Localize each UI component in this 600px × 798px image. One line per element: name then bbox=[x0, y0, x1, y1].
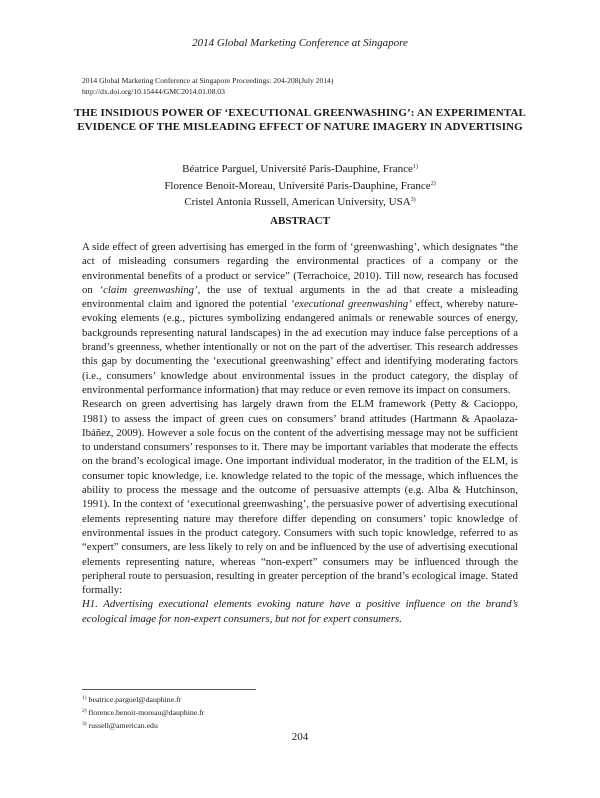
author-email[interactable]: florence.benoit-moreau@dauphine.fr bbox=[86, 707, 205, 717]
hypothesis-h1: H1. Advertising executional elements evoking nature have a positive influence on the brand’s ecological image for non-expert consumers, but not for expert consumers. bbox=[82, 598, 518, 625]
text-run: A side effect of green advertising has emerged in the form of ‘greenwashing’, which designates “the act of misleading consumers regarding the environmental practices of a company or the environmental benefits of a product or service” (Terrachoice, 2010). Till now, research has focused on bbox=[82, 241, 518, 296]
author-name: Cristel Antonia Russell, American University, USA bbox=[184, 196, 411, 208]
footnote bbox=[82, 706, 204, 719]
footnote-marker: 2) bbox=[430, 180, 436, 187]
author-name: Béatrice Parguel, Université Paris-Dauphine, France bbox=[182, 163, 413, 175]
proceedings-info bbox=[82, 75, 333, 97]
footnote-divider bbox=[82, 689, 256, 690]
footnote-marker: 3) bbox=[410, 197, 416, 203]
footnote bbox=[82, 719, 204, 732]
paper-title: THE INSIDIOUS POWER OF ‘EXECUTIONAL GREENWASHING’: AN EXPERIMENTAL EVIDENCE OF THE MISLEADING EFFECT OF NATURE IMAGERY IN ADVERTISING bbox=[74, 107, 526, 133]
abstract-heading: ABSTRACT bbox=[270, 215, 330, 227]
author-line bbox=[82, 193, 518, 210]
footnote-marker: 1) bbox=[412, 164, 418, 170]
footnote bbox=[82, 693, 204, 706]
page-number: 204 bbox=[291, 731, 309, 743]
author-line bbox=[82, 160, 518, 177]
footnote-marker: 2) bbox=[82, 707, 87, 714]
footnote-marker: 3) bbox=[82, 720, 87, 727]
italic-term: ‘claim greenwashing’ bbox=[99, 283, 198, 296]
author-line bbox=[82, 177, 518, 194]
footnotes bbox=[82, 693, 204, 731]
footnote-marker: 1) bbox=[82, 695, 87, 701]
author-list bbox=[82, 160, 518, 210]
doi-link[interactable]: http://dx.doi.org/10.15444/GMC2014.01.08.03 bbox=[82, 87, 225, 96]
author-email[interactable]: russell@american.edu bbox=[86, 720, 158, 730]
abstract-paragraph-1 bbox=[82, 240, 518, 397]
text-run: effect, whereby nature-evoking elements (e.g., pictures symbolizing endangered animals or renewable sources of energy, backgrounds representing natural landscapes) in the ad execution may induce false perceptions of a brand’s greenness, whether intentionally or not on the part of the advertiser. This research addresses this gap by documenting the ‘executional greenwashing’ effect and identifying moderating factors (i.e., consumers’ knowledge about environmental issues in the product category, the display of environmental performance information) that may reduce or even remove its impact on consumers. bbox=[82, 298, 518, 396]
proceedings-citation: 2014 Global Marketing Conference at Singapore Proceedings: 204-208(July 2014) bbox=[82, 76, 334, 85]
abstract-body bbox=[82, 240, 518, 626]
running-head: 2014 Global Marketing Conference at Singapore bbox=[192, 37, 408, 49]
author-email[interactable]: beatrice.parguel@dauphine.fr bbox=[86, 695, 182, 704]
italic-term: ‘executional greenwashing’ bbox=[290, 298, 412, 311]
abstract-paragraph-2: Research on green advertising has largely drawn from the ELM framework (Petty & Cacioppo, 1981) to assess the impact of green cues on consumers’ brand attitudes (Hartmann & Apaolaza-Ibáñez, 2009). However a sole focus on the content of the advertising message may not be sufficient to understand consumers’ responses to it. There may be important variables that moderate the effects on the brand’s ecological image. One important individual moderator, in the tradition of the ELM, is consumer topic knowledge, i.e. knowledge related to the topic of the message, which influences the ability to process the message and the outcome of persuasive attempts (e.g. Alba & Hutchinson, 1991). In the context of ‘executional greenwashing’, the persuasive power of advertising executional elements representing nature may therefore differ depending on consumers’ topic knowledge of environmental issues in the product category. Consumers with such topic knowledge, referred to as “expert” consumers, are less likely to rely on and be influenced by the use of advertising executional elements representing nature, whereas “non-expert” consumers may be influenced through the peripheral route to persuasion, resulting in greater perception of the brand’s ecological image. Stated formally: bbox=[82, 398, 518, 597]
author-name: Florence Benoit-Moreau, Université Paris-Dauphine, France bbox=[164, 179, 431, 192]
text-run: , the use of textual arguments in the ad that create a misleading environmental claim and ignored the potential bbox=[82, 283, 518, 311]
